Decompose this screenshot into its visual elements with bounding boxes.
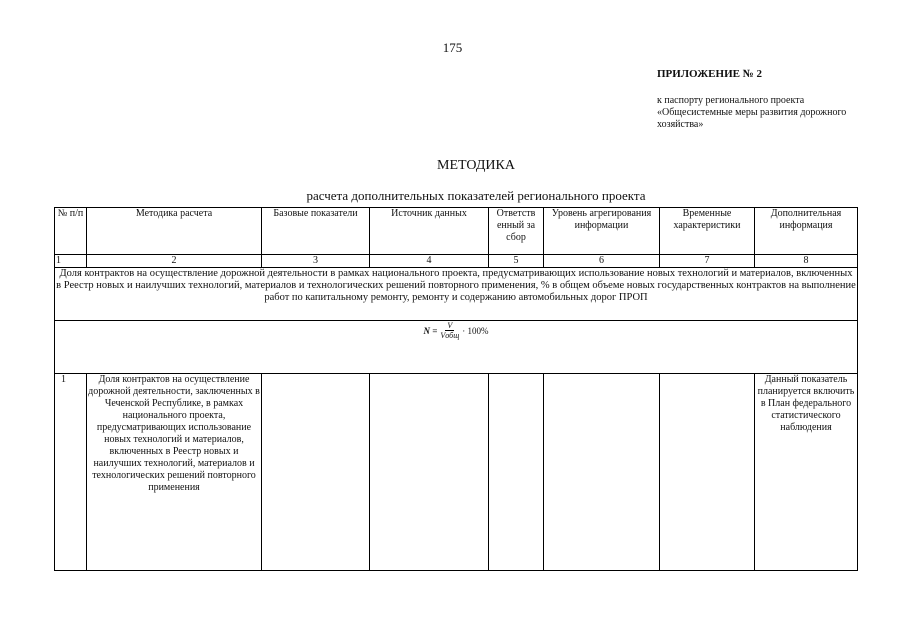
column-number: 7 — [660, 255, 755, 268]
header-cell: Временные характеристики — [660, 208, 755, 255]
appendix-title: ПРИЛОЖЕНИЕ № 2 — [657, 68, 763, 80]
indicator-description: Доля контрактов на осуществление дорожной деятельности в рамках национального проекта, предусматривающих использование новых технологий и материалов, включенных в Реестр новых и наилучших технологий, материалов и технологических решений повторного применения, % в общем объеме новых государственных контрактов на выполнение работ по капитальному ремонту, ремонту и содержанию автомобильных дорог ПРОП — [56, 268, 856, 303]
column-number: 1 — [55, 255, 87, 268]
row-responsible — [489, 374, 544, 571]
document-subtitle: расчета дополнительных показателей регионального проекта — [306, 188, 646, 203]
page-number: 175 — [442, 40, 463, 55]
formula-suffix: · 100% — [462, 325, 489, 336]
row-source — [370, 374, 489, 571]
row-time — [660, 374, 755, 571]
header-cell: № п/п — [55, 208, 87, 255]
appendix-reference: к паспорту регионального проекта «Общесистемные меры развития дорожного хозяйства» — [657, 95, 847, 130]
formula — [424, 321, 489, 340]
header-cell: Базовые показатели — [262, 208, 370, 255]
column-number: 5 — [489, 255, 544, 268]
table-row — [55, 374, 858, 571]
formula-numerator: V — [447, 321, 453, 330]
column-number: 2 — [87, 255, 262, 268]
header-cell: Методика расчета — [87, 208, 262, 255]
header-cell: Ответств енный за сбор — [489, 208, 544, 255]
column-number: 6 — [544, 255, 660, 268]
column-number-row — [55, 255, 858, 268]
row-additional: Данный показатель планируется включить в План федерального статистического наблюдения — [755, 374, 858, 571]
header-cell: Источник данных — [370, 208, 489, 255]
column-number: 4 — [370, 255, 489, 268]
formula-fraction — [440, 321, 459, 340]
formula-lhs: N = — [423, 325, 438, 336]
methodology-table — [54, 207, 858, 571]
header-cell: Дополнительная информация — [755, 208, 858, 255]
row-number: 1 — [55, 374, 87, 571]
row-method: Доля контрактов на осуществление дорожной деятельности, заключенных в Чеченской Республике, в рамках национального проекта, предусматривающих использование новых технологий и материалов, включенных в Реестр новых и наилучших технологий, материалов и технологических решений повторного применения — [87, 374, 262, 571]
table-header-row — [55, 208, 858, 255]
indicator-description-row — [55, 268, 858, 321]
header-cell: Уровень агрегирования информации — [544, 208, 660, 255]
formula-denominator: Vобщ — [440, 331, 460, 340]
document-title: МЕТОДИКА — [437, 158, 515, 173]
formula-row — [55, 321, 858, 374]
row-aggregation — [544, 374, 660, 571]
column-number: 3 — [262, 255, 370, 268]
row-base — [262, 374, 370, 571]
column-number: 8 — [755, 255, 858, 268]
